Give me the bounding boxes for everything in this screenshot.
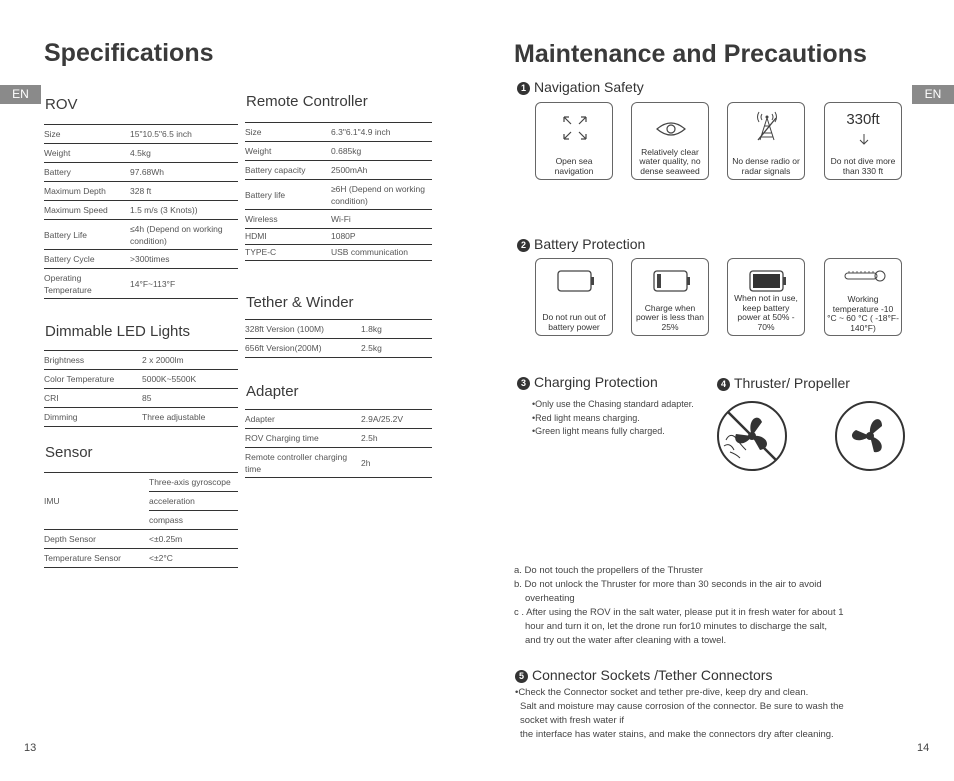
spec-value: 2.5kg (361, 343, 382, 353)
section-heading: Navigation Safety (534, 79, 644, 95)
table-row (44, 182, 238, 201)
section-heading-rov: ROV (45, 96, 78, 113)
table-row (245, 123, 432, 142)
remote-spec-table (245, 122, 432, 261)
spec-label: HDMI (245, 231, 267, 241)
card-label: No dense radio or radar signals (732, 156, 800, 176)
section-navigation-safety (517, 79, 644, 95)
table-row (44, 408, 238, 427)
imu-label: IMU (44, 496, 60, 506)
spec-value: 15"10.5"6.5 inch (130, 129, 192, 139)
list-item: •Only use the Chasing standard adapter. (532, 399, 694, 409)
note-line: c . After using the ROV in the salt water, please put it in fresh water for about 1 (514, 607, 844, 618)
connector-line: Salt and moisture may cause corrosion of the connector. Be sure to wash the (520, 701, 844, 712)
section-battery-protection (517, 236, 645, 252)
table-row (44, 125, 238, 144)
thruster-notes (514, 564, 844, 648)
spec-label: Size (245, 127, 262, 137)
spec-label: 328ft Version (100M) (245, 324, 324, 334)
spec-label: Battery capacity (245, 165, 306, 175)
note-line: hour and turn it on, let the drone run for10 minutes to discharge the salt, (525, 621, 828, 632)
language-tab: EN (0, 85, 41, 104)
section-heading-sensor: Sensor (45, 444, 93, 461)
expand-arrows-icon (560, 113, 590, 143)
spec-value: 97.68Wh (130, 167, 165, 177)
page-title-specifications: Specifications (44, 39, 214, 67)
eye-icon (655, 119, 687, 139)
spec-label: Temperature Sensor (44, 553, 122, 563)
imu-value-1: Three-axis gyroscope (149, 473, 238, 492)
page-number-right: 14 (917, 742, 930, 754)
spec-label: Battery Cycle (44, 254, 95, 264)
connector-line: the interface has water stains, and make the connectors dry after cleaning. (520, 729, 834, 740)
spec-value: 2 x 2000lm (142, 355, 184, 365)
section-heading: Battery Protection (534, 236, 646, 252)
card-label: Relatively clear water quality, no dense seaweed (639, 146, 701, 176)
rov-spec-table (44, 124, 238, 299)
section-number: 2 (517, 239, 530, 252)
note-line: a. Do not touch the propellers of the Thruster (514, 565, 703, 576)
connector-text (515, 686, 844, 742)
imu-value-2: acceleration (149, 492, 238, 511)
table-row (245, 339, 432, 358)
spec-label: Operating Temperature (44, 272, 92, 295)
spec-label: Wireless (245, 214, 278, 224)
spec-value: 2500mAh (331, 165, 368, 175)
table-row (245, 448, 432, 478)
spec-label: CRI (44, 393, 59, 403)
connector-line: socket with fresh water if (520, 715, 625, 726)
section-heading: Thruster/ Propeller (734, 375, 850, 391)
battery-card-low (631, 258, 709, 336)
battery-card-temperature (824, 258, 902, 336)
spec-value: 0.685kg (331, 146, 362, 156)
table-row (44, 370, 238, 389)
spec-value: 2.5h (361, 433, 378, 443)
nav-card-open-sea (535, 102, 613, 180)
table-row (44, 549, 238, 568)
card-label: Working temperature -10 °C ~ 60 °C ( -18°F-140°F) (827, 294, 899, 333)
spec-label: 656ft Version(200M) (245, 343, 322, 353)
spec-label: Maximum Speed (44, 205, 108, 215)
spec-label: Color Temperature (44, 374, 115, 384)
sensor-spec-table (44, 472, 238, 568)
empty-battery-icon (556, 268, 596, 294)
radio-tower-icon (753, 110, 781, 142)
table-row (44, 144, 238, 163)
table-row (245, 245, 432, 261)
spec-value: 1.5 m/s (3 Knots)) (130, 205, 198, 215)
table-row (245, 320, 432, 339)
spec-value: 4.5kg (130, 148, 151, 158)
nav-card-radio (727, 102, 805, 180)
propeller-prohibited-icon (716, 400, 788, 472)
led-spec-table (44, 350, 238, 427)
note-line: b. Do not unlock the Thruster for more than 30 seconds in the air to avoid (514, 579, 822, 590)
spec-value: ≤4h (Depend on working condition) (130, 223, 223, 246)
section-number: 5 (515, 670, 528, 683)
connector-line: •Check the Connector socket and tether pre-dive, keep dry and clean. (515, 687, 809, 698)
page-number-left: 13 (24, 742, 37, 754)
spec-value: 1080P (331, 231, 356, 241)
spec-value: 2.9A/25.2V (361, 414, 404, 424)
card-label: Do not run out of battery power (542, 312, 606, 332)
section-charging-protection (517, 374, 658, 390)
spec-value: 85 (142, 393, 152, 403)
thermometer-icon (843, 269, 887, 283)
spec-label: Battery Life (44, 229, 87, 240)
battery-card-storage (727, 258, 805, 336)
nav-card-clear-water (631, 102, 709, 180)
nav-card-depth (824, 102, 902, 180)
table-row (245, 210, 432, 229)
half-battery-icon (748, 268, 788, 294)
section-number: 1 (517, 82, 530, 95)
spec-value: 5000K~5500K (142, 374, 197, 384)
section-heading-adapter: Adapter (246, 383, 299, 400)
table-row (245, 410, 432, 429)
language-tab-right: EN (912, 85, 954, 104)
section-thruster (717, 375, 850, 391)
spec-value: USB communication (331, 247, 409, 257)
spec-value: Three adjustable (142, 412, 206, 422)
spec-label: Adapter (245, 414, 275, 424)
table-row (245, 229, 432, 245)
section-heading-remote: Remote Controller (246, 93, 368, 110)
spec-value: <±2°C (149, 553, 173, 563)
section-connector (515, 667, 772, 683)
table-row (44, 351, 238, 370)
spec-value: 2h (361, 457, 371, 468)
table-row (44, 389, 238, 408)
table-row (44, 250, 238, 269)
section-heading-tether: Tether & Winder (246, 294, 354, 311)
battery-card-empty (535, 258, 613, 336)
spec-label: Brightness (44, 355, 85, 365)
spec-value: 14°F~113°F (130, 278, 176, 289)
table-row (44, 269, 238, 299)
section-number: 3 (517, 377, 530, 390)
table-row (44, 201, 238, 220)
spec-value: Wi-Fi (331, 214, 351, 224)
section-number: 4 (717, 378, 730, 391)
spec-value: 6.3"6.1"4.9 inch (331, 127, 391, 137)
card-label: Do not dive more than 330 ft (830, 156, 896, 176)
spec-value: >300times (130, 254, 170, 264)
section-heading-led: Dimmable LED Lights (45, 323, 191, 340)
spec-label: Battery (44, 167, 71, 177)
depth-limit-icon (858, 134, 870, 146)
list-item: •Green light means fully charged. (532, 426, 665, 436)
table-row (245, 180, 432, 210)
spec-label: Weight (44, 148, 71, 158)
spec-label: Size (44, 129, 61, 139)
list-item: •Red light means charging. (532, 412, 640, 423)
tether-spec-table (245, 319, 432, 358)
table-row (44, 220, 238, 250)
spec-value: ≥6H (Depend on working condition) (331, 183, 425, 206)
section-heading: Connector Sockets /Tether Connectors (532, 667, 773, 683)
table-row (44, 163, 238, 182)
spec-label: TYPE-C (245, 247, 277, 257)
card-label: When not in use, keep battery power at 50% - 70% (734, 293, 798, 332)
spec-label: Depth Sensor (44, 534, 96, 544)
charging-list (532, 398, 694, 439)
spec-label: Weight (245, 146, 272, 156)
card-label: Charge when power is less than 25% (635, 302, 705, 332)
spec-value: 1.8kg (361, 324, 382, 334)
spec-value: <±0.25m (149, 534, 183, 544)
table-row (245, 142, 432, 161)
spec-value: 328 ft (130, 186, 152, 196)
table-row (44, 530, 238, 549)
card-label: Open sea navigation (554, 156, 594, 176)
note-line: and try out the water after cleaning with a towel. (525, 635, 727, 646)
spec-label: ROV Charging time (245, 433, 319, 443)
spec-label: Dimming (44, 412, 78, 422)
table-row (245, 161, 432, 180)
depth-value: 330ft (846, 111, 880, 128)
adapter-spec-table (245, 409, 432, 478)
imu-value-3: compass (149, 515, 184, 525)
table-row (245, 429, 432, 448)
low-battery-icon (652, 268, 692, 294)
note-line: overheating (525, 593, 575, 604)
spec-label: Battery life (245, 189, 286, 200)
spec-label: Remote controller charging time (245, 451, 348, 474)
section-heading: Charging Protection (534, 374, 658, 390)
propeller-icon (834, 400, 906, 472)
page-title-maintenance: Maintenance and Precautions (514, 40, 867, 68)
spec-label: Maximum Depth (44, 186, 106, 196)
